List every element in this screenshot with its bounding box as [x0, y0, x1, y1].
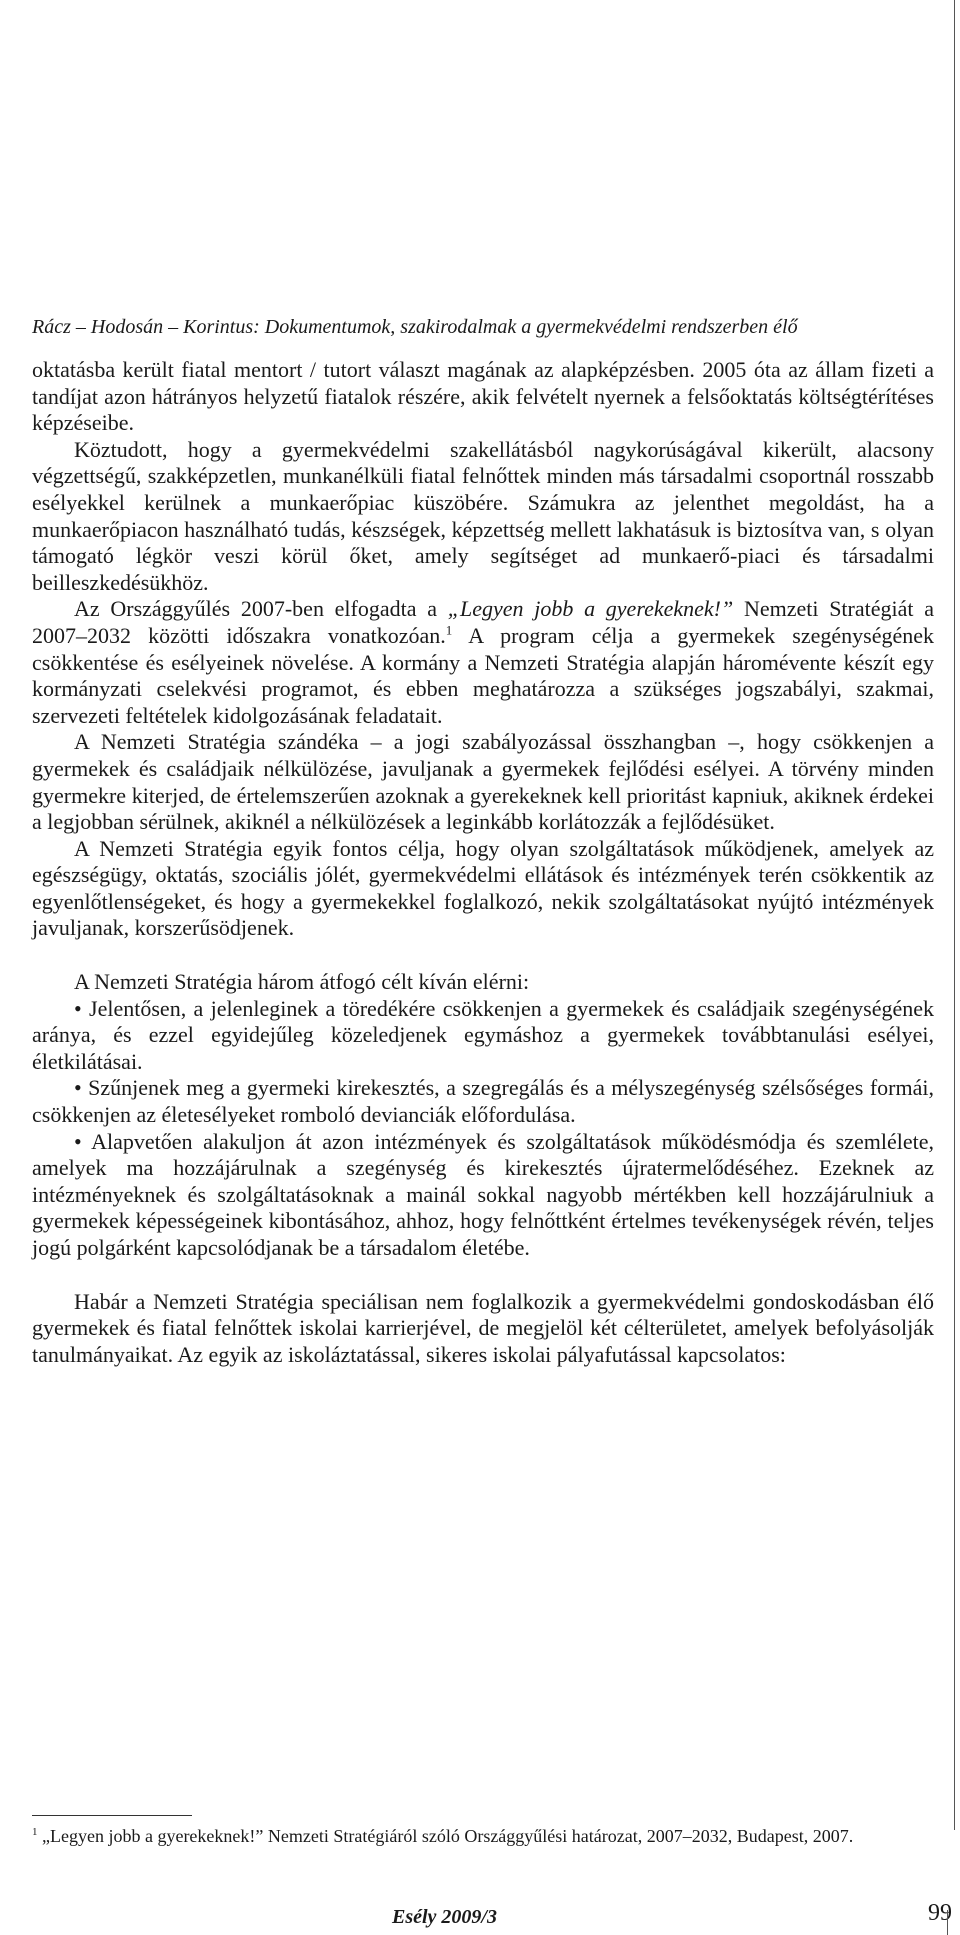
bullet-item-1: • Jelentősen, a jelenleginek a töredékére csökkenjen a gyermekek és családjaik szegénységének aránya, és ezzel egyidejűleg közeledjenek egymáshoz a gyermekek továbbtanulási esélyei, életkilátásai. — [32, 995, 934, 1074]
journal-issue: Esély 2009/3 — [392, 1906, 497, 1928]
body-text — [32, 357, 934, 1368]
corner-mark — [947, 1910, 960, 1935]
paragraph-7: Habár a Nemzeti Stratégia speciálisan nem foglalkozik a gyermekvédelmi gondoskodásban élő gyermekek és fiatal felnőttek iskolai karrierjével, de megjelöl két célterületet, amelyek befolyásolják tanulmányaikat. Az egyik az iskoláztatással, sikeres iskolai pályafutással kapcsolatos: — [32, 1288, 934, 1367]
footnote — [32, 1822, 934, 1850]
footnote-divider — [32, 1815, 192, 1816]
running-header: Rácz – Hodosán – Korintus: Dokumentumok, szakirodalmak a gyermekvédelmi rendszerben élő — [32, 316, 798, 338]
paragraph-3-part-c: A program célja a gyermekek szegénységének csökkentése és esélyeinek növelése. A kormány a Nemzeti Stratégia alapján háromévente készít egy kormányzati cselekvési programot, és ebben meghatározza a szükséges jogszabályi, szakmai, szervezeti feltételek kidolgozásának feladatait. — [32, 622, 934, 728]
paragraph-3-part-a: Az Országgyűlés 2007-ben elfogadta a — [74, 596, 448, 622]
paragraph-1: oktatásba került fiatal mentort / tutort választ magának az alapképzésben. 2005 óta az állam fizeti a tandíjat azon hátrányos helyzetű fiatalok részére, akik felvételt nyernek a felsőoktatás költségtérítéses képzéseibe. — [32, 357, 934, 436]
bullet-item-2: • Szűnjenek meg a gyermeki kirekesztés, a szegregálás és a mélyszegénység szélsőséges formái, csökkenjen az életesélyeket romboló devianciák előfordulása. — [32, 1075, 934, 1128]
paragraph-5: A Nemzeti Stratégia egyik fontos célja, hogy olyan szolgáltatások működjenek, amelyek az egészségügy, oktatás, szociális jólét, gyermekvédelmi ellátások és intézmények terén csökkentik az egyenlőtlenségeket, és hogy a gyermekekkel foglalkozó, nekik szolgáltatásokat nyújtó intézmények javuljanak, korszerűsödjenek. — [32, 835, 934, 941]
bullet-item-3: • Alapvetően alakuljon át azon intézmények és szolgáltatások működésmódja és szemlélete, amelyek ma hozzájárulnak a szegénység és kirekesztés újratermelődéséhez. Ezeknek az intézményeknek és szolgáltatásoknak a mainál sokkal nagyobb mértékben kell hozzájárulniuk a gyermekek képességeinek kibontásához, ahhoz, hogy felnőttként értelmes tevékenységek révén, teljes jogú polgárként kapcsolódjanak be a társadalom életébe. — [32, 1128, 934, 1260]
paragraph-2: Köztudott, hogy a gyermekvédelmi szakellátásból nagykorúságával kikerült, alacsony végzettségű, szakképzetlen, munkanélküli fiatal felnőttek minden más társadalmi csoportnál rosszabb esélyekkel kerülnek a munkaerőpiac küszöbére. Számukra az jelenthet megoldást, ha a munkaerőpiacon használható tudás, készségek, képzettség mellett lakhatásuk is biztosítva van, s olyan támogató légkör veszi körül őket, amely segítséget ad munkaerő-piaci és társadalmi beilleszkedésükhöz. — [32, 436, 934, 595]
page-number: 99 — [928, 1900, 952, 1926]
paragraph-3 — [32, 596, 934, 729]
footnote-reference[interactable]: 1 — [445, 622, 453, 638]
footnote-marker: 1 — [32, 1826, 38, 1838]
strategy-title: „Legyen jobb a gyerekeknek!” — [447, 596, 734, 622]
paragraph-3-part-b: Nemzeti Stratégiát a 2007–2032 közötti időszakra vonatkozóan. — [32, 596, 934, 648]
margin-rule — [954, 0, 955, 1830]
paragraph-6: A Nemzeti Stratégia három átfogó célt kíván elérni: — [74, 969, 530, 995]
footnote-text: „Legyen jobb a gyerekeknek!” Nemzeti Stratégiáról szóló Országgyűlési határozat, 2007–2032, Budapest, 2007. — [37, 1826, 854, 1846]
paragraph-4: A Nemzeti Stratégia szándéka – a jogi szabályozással összhangban –, hogy csökkenjen a gyermekek és családjaik nélkülözése, javuljanak a gyermekek fejlődési esélyei. A törvény minden gyermekre kiterjed, de értelemszerűen azoknak a gyerekeknek kell prioritást kapniuk, akiknek érdekei a legjobban sérülnek, akiknél a nélkülözések a leginkább korlátozzák a fejlődésüket. — [32, 729, 934, 835]
